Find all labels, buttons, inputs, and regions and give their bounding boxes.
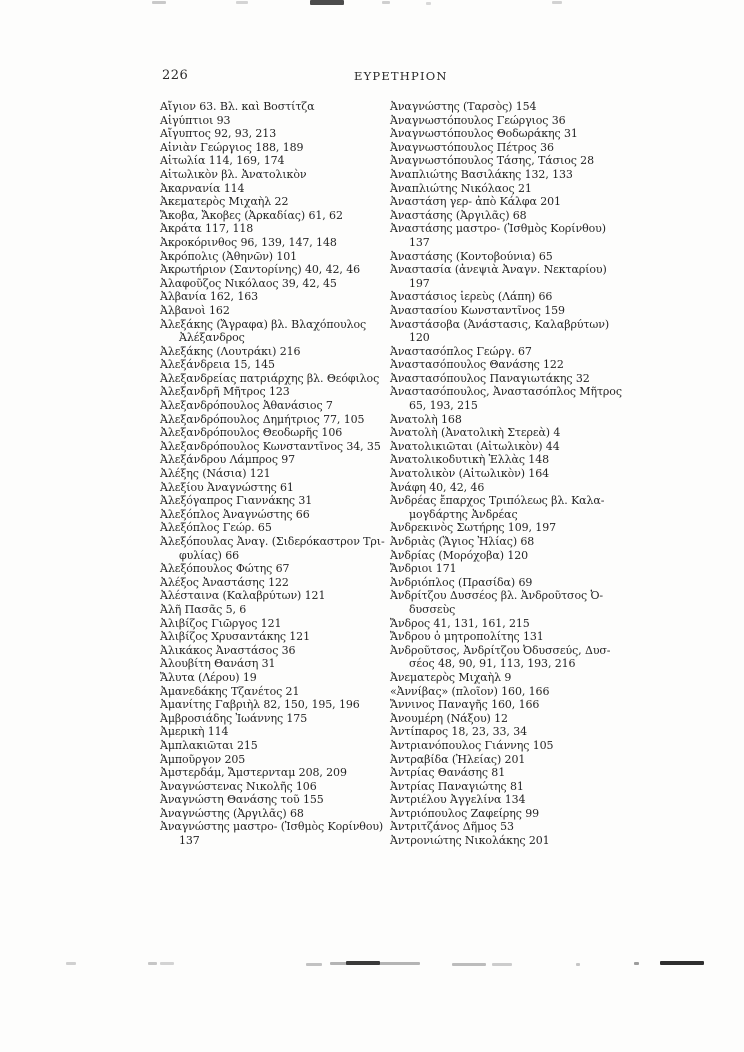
index-entry: Ἀλεξάκης (Λουτράκι) 216 xyxy=(160,344,301,358)
index-entry: Αἴγιον 63. Βλ. καὶ Βοστίτζα xyxy=(160,100,315,113)
index-entry: Ἀντρίας Παναγιώτης 81 xyxy=(390,779,524,793)
index-entry-continuation: δυσσεὺς xyxy=(409,602,456,616)
index-entry: Ἀμβροσιάδης Ἰωάννης 175 xyxy=(160,711,308,725)
scan-artifact xyxy=(576,963,580,966)
index-entry: Ἀναστασίου Κωνσταντῖνος 159 xyxy=(390,303,565,317)
index-column-left xyxy=(160,100,392,848)
index-entry: Ἀλαφοῦζος Νικόλαος 39, 42, 45 xyxy=(160,276,337,290)
index-entry: Ἀλεξόπλος Γεώρ. 65 xyxy=(160,521,272,535)
index-entry: Ἀναστασόπουλος Παναγιωτάκης 32 xyxy=(390,371,590,385)
index-entry: Ἀμπλακιῶται 215 xyxy=(160,738,258,752)
index-entry: Αἰτωλικὸν βλ. Ἀνατολικὸν xyxy=(160,167,307,181)
index-entry: Ἀλβανοὶ 162 xyxy=(160,303,230,317)
index-entry: Ἀλβανία 162, 163 xyxy=(160,290,259,304)
index-entry: Ἀλιβίζος Χρυσαντάκης 121 xyxy=(160,630,310,644)
index-entry-continuation: φυλίας) 66 xyxy=(179,548,240,562)
scan-artifact xyxy=(66,962,76,965)
index-entry: Ἁμποῦργον 205 xyxy=(160,752,246,766)
index-entry: Ἀναγνωστόπουλος Θοδωράκης 31 xyxy=(390,127,578,141)
index-entry: Ἀντρίας Θανάσης 81 xyxy=(390,766,506,780)
index-entry: Ἀνεματερὸς Μιχαὴλ 9 xyxy=(390,670,512,684)
scan-artifact xyxy=(426,2,431,5)
index-entry: Ἀναγνώστης (Ταρσὸς) 154 xyxy=(390,100,537,113)
scan-artifact xyxy=(152,1,166,4)
index-column-right xyxy=(390,100,628,848)
index-entry: Ἀναστάσης (Κοντοβούνια) 65 xyxy=(390,249,553,263)
scan-artifact xyxy=(660,961,704,965)
scan-artifact xyxy=(310,0,344,5)
index-entry: Ἀναστασόπλος Γεώργ. 67 xyxy=(390,344,532,358)
index-entry: Ἀνδρέας ἔπαρχος Τριπόλεως βλ. Καλα- xyxy=(390,494,605,508)
index-entry: Ἀναγνώστης (Ἀργιλᾶς) 68 xyxy=(160,806,304,820)
index-entry: Ἀνάφη 40, 42, 46 xyxy=(390,480,485,494)
index-entry: Ἀναπλιώτης Νικόλαος 21 xyxy=(390,181,532,195)
index-entry: Ἀναγνωστόπουλος Πέτρος 36 xyxy=(390,140,554,154)
index-entry: Ἀνατολικὸν (Αἰτωλικὸν) 164 xyxy=(390,467,549,481)
index-entry: Ἀντριανόπουλος Γιάννης 105 xyxy=(390,738,554,752)
index-entry: Ἀνατολὴ (Ἀνατολικὴ Στερεὰ) 4 xyxy=(390,426,561,440)
index-entry: Ἀνδρίας (Μορόχοβα) 120 xyxy=(390,548,529,562)
index-entry-continuation: 197 xyxy=(409,276,430,290)
index-entry-continuation: 65, 193, 215 xyxy=(409,399,478,413)
index-entry: Ἀλεξανδρόπουλος Κωνσταντῖνος 34, 35 xyxy=(160,439,381,453)
index-entry: Αἰγύπτιοι 93 xyxy=(160,113,231,127)
index-entry: Ἀνατολικοδυτικὴ Ἑλλὰς 148 xyxy=(390,453,549,467)
index-entry: Ἀλεξανδρόπουλος Ἀθανάσιος 7 xyxy=(160,399,333,413)
index-entry: Ἀμερικὴ 114 xyxy=(160,725,229,739)
index-entry: Ἄλυτα (Λέρου) 19 xyxy=(160,670,257,684)
index-entry: «Ἀννίβας» (πλοῖον) 160, 166 xyxy=(390,684,550,698)
index-entry: Ἀνουμέρη (Νάξου) 12 xyxy=(390,711,508,725)
index-entry: Ἄνδρου ὁ μητροπολίτης 131 xyxy=(390,630,544,644)
index-entry: Ἀνατολικιῶται (Αἰτωλικὸν) 44 xyxy=(390,439,560,453)
scan-artifact xyxy=(452,963,486,966)
index-entry: Ἄκοβα, Ἄκοβες (Ἀρκαδίας) 61, 62 xyxy=(160,208,343,222)
index-entry: Ἀναστάσιος ἱερεὺς (Λάπη) 66 xyxy=(390,290,553,304)
index-entry: Ἀντριόπουλος Ζαφείρης 99 xyxy=(390,806,540,820)
index-entry: Ἀλέξης (Νάσια) 121 xyxy=(160,467,271,481)
index-entry: Ἀνδριὰς (Ἅγιος Ἠλίας) 68 xyxy=(390,535,535,548)
index-entry: Αἰνιὰν Γεώργιος 188, 189 xyxy=(160,140,304,154)
index-entry: Ἀνατολὴ 168 xyxy=(390,412,462,426)
index-entry: Ἀναστασόπουλος Θανάσης 122 xyxy=(390,358,564,372)
index-entry: Ἀκράτα 117, 118 xyxy=(160,222,254,236)
index-entry-continuation: σέος 48, 90, 91, 113, 193, 216 xyxy=(409,657,576,671)
index-entry-continuation: Ἀλέξανδρος xyxy=(179,331,245,345)
index-entry: Ἀλεξόγαπρος Γιαννάκης 31 xyxy=(160,494,313,508)
index-entry: Ἀναστάσης (Ἀργιλᾶς) 68 xyxy=(390,208,527,222)
index-entry: Ἀντραβίδα (Ἠλείας) 201 xyxy=(390,752,526,766)
index-entry: Ἀλεξανδρόπουλος Δημήτριος 77, 105 xyxy=(160,412,365,426)
index-entry: Αἰτωλία 114, 169, 174 xyxy=(160,154,285,168)
index-entry: Ἀλικάκος Ἀναστάσος 36 xyxy=(160,643,296,657)
index-entry: Ἀνδρίτζου Δυσσέος βλ. Ἀνδροῦτσος Ὀ- xyxy=(390,589,603,603)
index-entry: Ἀναστάσοβα (Ἀνάστασις, Καλαβρύτων) xyxy=(390,317,610,331)
scan-artifact xyxy=(492,963,512,966)
index-entry: Ἀκρόπολις (Ἀθηνῶν) 101 xyxy=(160,249,298,263)
index-entry-continuation: 137 xyxy=(179,834,200,848)
index-entry: Ἀλέσταινα (Καλαβρύτων) 121 xyxy=(160,589,326,603)
index-entry: Ἀκεματερὸς Μιχαὴλ 22 xyxy=(160,195,289,209)
index-entry-continuation: 120 xyxy=(409,331,430,345)
index-entry: Ἀντίπαρος 18, 23, 33, 34 xyxy=(390,725,528,739)
index-entry-continuation: 137 xyxy=(409,235,430,249)
index-entry: Ἄνδριοι 171 xyxy=(390,562,457,576)
index-entry: Ἀναστάσης μαστρο- (Ἰσθμὸς Κορίνθου) xyxy=(390,222,606,236)
index-entry: Ἀνδριόπλος (Πρασίδα) 69 xyxy=(390,575,533,589)
index-entry: Ἀναστασόπουλος, Ἀναστασόπλος Μῆτρος xyxy=(390,385,622,399)
index-entry: Ἀμστερδάμ, Ἄμστερνταμ 208, 209 xyxy=(160,766,347,780)
index-entry: Ἀλεξανδρῆ Μῆτρος 123 xyxy=(160,385,290,399)
index-entry: Ἀντρονιώτης Νικολάκης 201 xyxy=(390,834,550,848)
index-entry: Ἀλεξίου Ἀναγνώστης 61 xyxy=(160,480,294,494)
index-entry: Ἀλέξος Ἀναστάσης 122 xyxy=(160,575,289,589)
index-entry: Ἀλιβίζος Γιῶργος 121 xyxy=(160,616,282,630)
index-entry: Ἀναγνώστη Θανάσης τοῦ 155 xyxy=(160,793,324,807)
scan-artifact xyxy=(236,1,248,4)
running-title: ΕΥΡΕΤΗΡΙΟΝ xyxy=(354,69,448,83)
index-entry: Αἴγυπτος 92, 93, 213 xyxy=(160,127,277,141)
scan-artifact xyxy=(160,962,174,965)
index-entry: Ἀλεξανδρόπουλος Θεοδωρῆς 106 xyxy=(160,426,343,440)
scan-artifact xyxy=(306,963,322,966)
index-entry: Ἀναστάση γερ- ἀπὸ Κάλφα 201 xyxy=(390,195,561,209)
index-entry: Ἀναγνώστενας Νικολῆς 106 xyxy=(160,779,317,793)
page-header xyxy=(0,68,744,86)
index-entry: Ἀκρωτήριον (Σαντορίνης) 40, 42, 46 xyxy=(160,263,360,277)
index-entry: Ἀλεξανδρείας πατριάρχης βλ. Θεόφιλος xyxy=(160,371,380,385)
index-entry: Ἀναγνωστόπουλος Τάσης, Τάσιος 28 xyxy=(390,154,594,168)
index-entry: Ἀναπλιώτης Βασιλάκης 132, 133 xyxy=(390,167,573,181)
index-entry-continuation: μογδάρτης Ἀνδρέας xyxy=(409,507,518,521)
index-entry: Ἀνδροῦτσος, Ἀνδρίτζου Ὀδυσσεύς, Δυσ- xyxy=(390,643,611,657)
index-entry: Ἀμανίτης Γαβριὴλ 82, 150, 195, 196 xyxy=(160,698,360,712)
scan-artifact xyxy=(148,962,157,965)
index-entry: Ἀμανεδάκης Τζανέτος 21 xyxy=(160,684,300,698)
index-entry: Ἀλῆ Πασᾶς 5, 6 xyxy=(160,602,247,616)
scan-artifact xyxy=(634,962,639,965)
index-entry: Ἀναγνωστόπουλος Γεώργιος 36 xyxy=(390,113,566,127)
index-entry: Ἀλεξόπουλας Ἀναγ. (Σιδερόκαστρον Τρι- xyxy=(160,535,385,548)
scan-artifact xyxy=(552,1,562,4)
index-entry: Ἄννινος Παναγῆς 160, 166 xyxy=(390,698,540,712)
index-entry: Ἀναγνώστης μαστρο- (Ἰσθμὸς Κορίνθου) xyxy=(160,820,384,834)
index-entry: Ἀλεξόπουλος Φώτης 67 xyxy=(160,562,290,576)
page-number: 226 xyxy=(162,68,189,83)
index-entry: Ἀλεξόπλος Ἀναγνώστης 66 xyxy=(160,507,310,521)
index-entry: Ἀντριτζάνος Δῆμος 53 xyxy=(390,820,514,834)
index-entry: Ἄνδρος 41, 131, 161, 215 xyxy=(390,616,530,630)
index-entry: Ἀνδρεκινὸς Σωτήρης 109, 197 xyxy=(390,521,556,535)
index-entry: Ἀλεξάνδρου Λάμπρος 97 xyxy=(160,453,296,467)
index-entry: Ἀλεξάκης (Ἄγραφα) βλ. Βλαχόπουλος xyxy=(160,317,367,331)
index-entry: Ἀντριέλου Ἀγγελίνα 134 xyxy=(390,793,526,807)
scan-artifact xyxy=(346,961,380,965)
index-entry: Ἀλουβίτη Θανάση 31 xyxy=(160,657,276,671)
index-entry: Ἀκαρνανία 114 xyxy=(160,181,245,195)
index-entry: Ἀκροκόρινθος 96, 139, 147, 148 xyxy=(160,235,337,249)
index-entry: Ἀλεξάνδρεια 15, 145 xyxy=(160,358,275,372)
scan-artifact xyxy=(382,1,390,4)
index-entry: Ἀναστασία (ἀνεψιὰ Ἀναγν. Νεκταρίου) xyxy=(390,263,607,277)
